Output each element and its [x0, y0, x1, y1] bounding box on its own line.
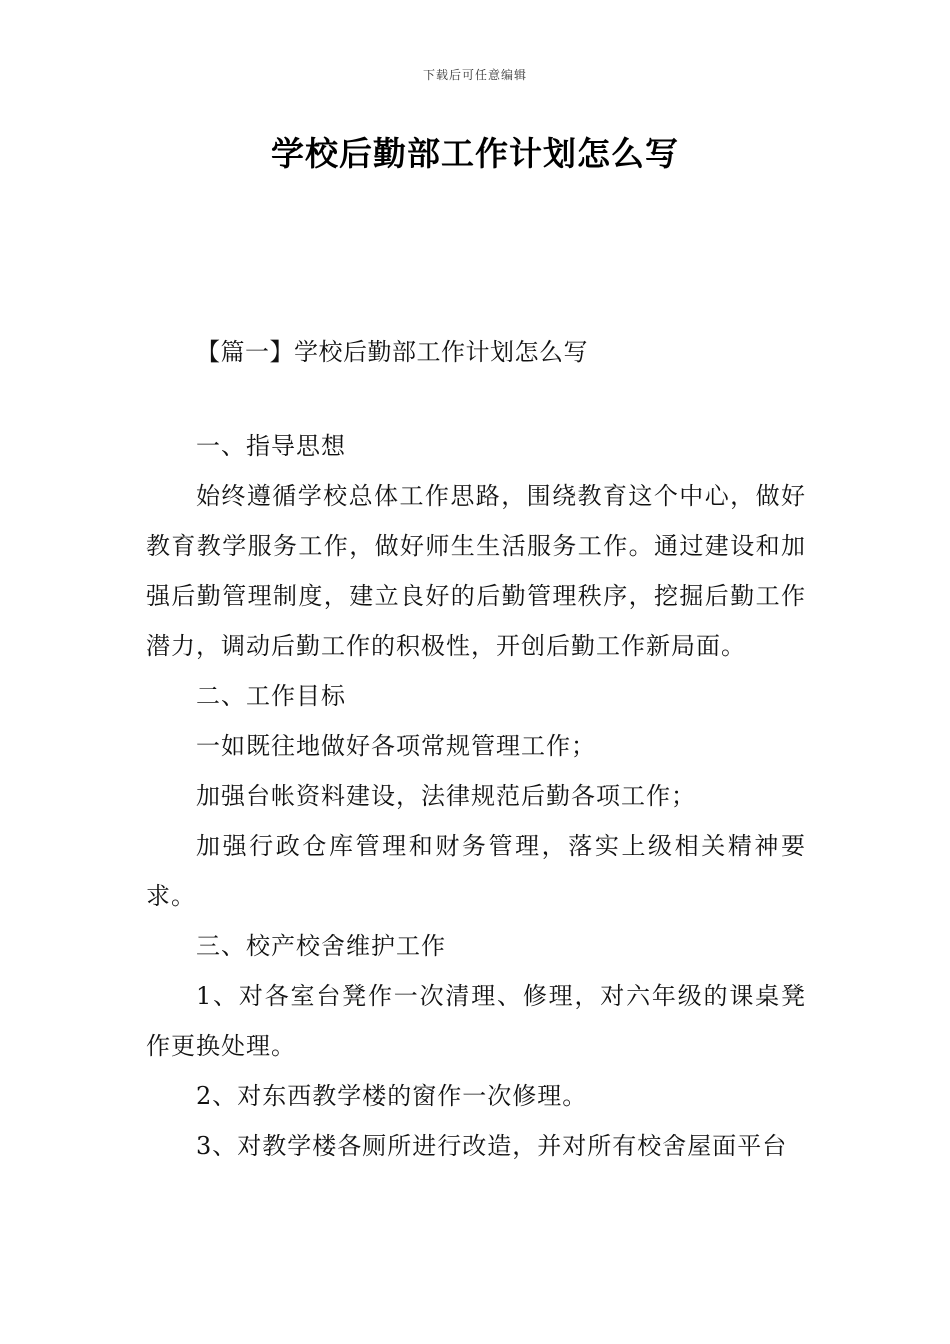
maintenance-item-2: 2、对东西教学楼的窗作一次修理。 [196, 1082, 588, 1110]
goal-item-warehouse-finance: 加强行政仓库管理和财务管理，落实上级相关精神要求。 [146, 832, 806, 910]
maintenance-item-1: 1、对各室台凳作一次清理、修理，对六年级的课桌凳作更换处理。 [146, 982, 806, 1060]
goal-item-routine: 一如既往地做好各项常规管理工作； [196, 732, 596, 760]
heading-maintenance: 三、校产校舍维护工作 [196, 932, 446, 960]
section-heading: 【篇一】学校后勤部工作计划怎么写 [196, 338, 588, 366]
page-header-note: 下载后可任意编辑 [422, 68, 527, 82]
maintenance-item-3: 3、对教学楼各厕所进行改造，并对所有校舍屋面平台 [196, 1132, 788, 1160]
heading-work-goals: 二、工作目标 [196, 682, 346, 710]
document-title: 学校后勤部工作计划怎么写 [271, 134, 679, 173]
goal-item-records: 加强台帐资料建设，法律规范后勤各项工作； [196, 782, 696, 810]
document-body [146, 421, 806, 1171]
heading-guiding-principle: 一、指导思想 [196, 432, 346, 460]
paragraph-guiding-principle: 始终遵循学校总体工作思路，围绕教育这个中心，做好教育教学服务工作，做好师生生活服务工作。通过建设和加强后勤管理制度，建立良好的后勤管理秩序，挖掘后勤工作潜力，调动后勤工作的积极性，开创后勤工作新局面。 [146, 482, 806, 660]
